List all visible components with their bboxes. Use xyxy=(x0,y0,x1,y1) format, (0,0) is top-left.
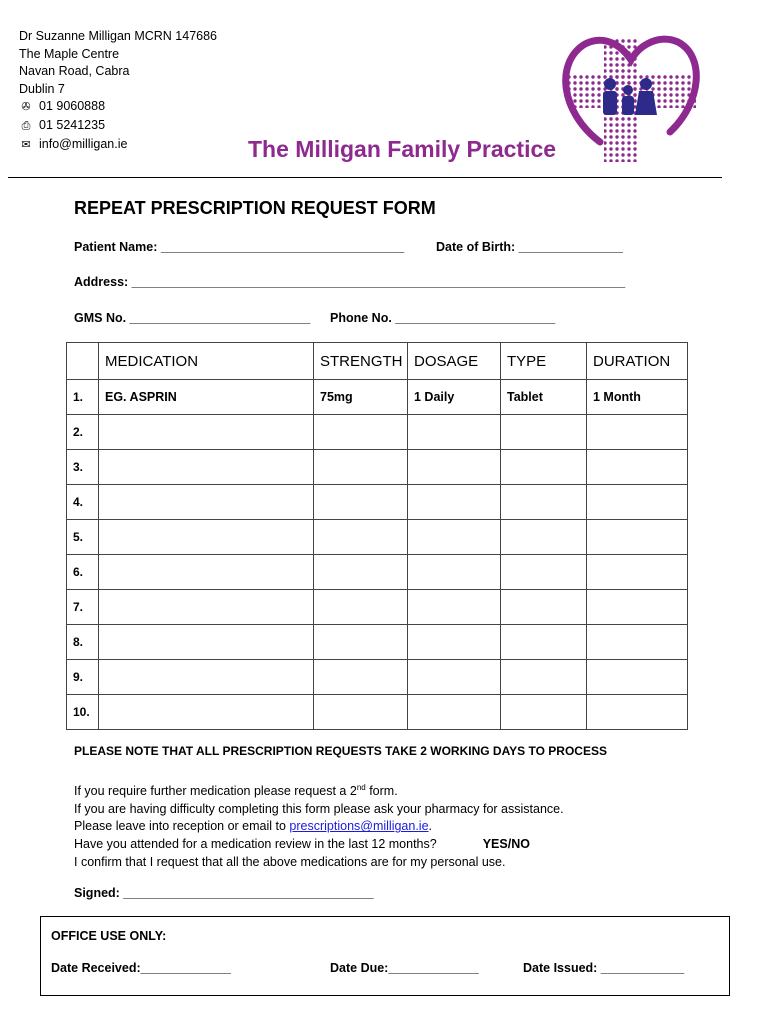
cell-strength[interactable] xyxy=(314,450,408,485)
column-header-duration: DURATION xyxy=(587,343,688,380)
gms-number-field[interactable]: GMS No. __________________________ xyxy=(74,311,311,325)
cell-dosage[interactable] xyxy=(408,450,501,485)
cell-dosage[interactable] xyxy=(408,555,501,590)
address-line-1: The Maple Centre xyxy=(19,46,120,61)
cell-duration[interactable] xyxy=(587,590,688,625)
table-row xyxy=(67,625,688,660)
cell-dosage[interactable] xyxy=(408,590,501,625)
cell-duration[interactable]: 1 Month xyxy=(587,380,688,415)
cell-medication[interactable] xyxy=(99,695,314,730)
cell-row-number: 2. xyxy=(67,415,99,450)
cell-strength[interactable] xyxy=(314,415,408,450)
cell-type[interactable] xyxy=(501,555,587,590)
cell-medication[interactable] xyxy=(99,625,314,660)
date-of-birth-field[interactable]: Date of Birth: _______________ xyxy=(436,240,623,254)
table-row xyxy=(67,555,688,590)
cell-row-number: 8. xyxy=(67,625,99,660)
fax-number: 01 5241235 xyxy=(39,117,106,132)
cell-strength[interactable] xyxy=(314,625,408,660)
cell-medication[interactable] xyxy=(99,485,314,520)
instruction-text: Please leave into reception or email to xyxy=(74,819,290,834)
medication-table xyxy=(66,342,688,730)
cell-duration[interactable] xyxy=(587,695,688,730)
patient-name-field[interactable]: Patient Name: ___________________________________ xyxy=(74,240,405,254)
cell-duration[interactable] xyxy=(587,660,688,695)
column-header-medication: MEDICATION xyxy=(99,343,314,380)
cell-dosage[interactable] xyxy=(408,485,501,520)
cell-strength[interactable] xyxy=(314,520,408,555)
cell-type[interactable] xyxy=(501,590,587,625)
instruction-text: . xyxy=(428,819,433,834)
header-divider xyxy=(8,177,722,178)
cell-row-number: 1. xyxy=(67,380,99,415)
cell-row-number: 9. xyxy=(67,660,99,695)
column-header-type: TYPE xyxy=(501,343,587,380)
instruction-line-4 xyxy=(74,836,564,854)
table-row xyxy=(67,520,688,555)
table-header-row xyxy=(67,343,688,380)
cell-duration[interactable] xyxy=(587,415,688,450)
address-line-3: Dublin 7 xyxy=(19,81,65,96)
table-row xyxy=(67,660,688,695)
phone-icon: ✇ xyxy=(21,101,31,114)
cell-strength[interactable] xyxy=(314,660,408,695)
instruction-text: If you require further medication please request a 2 xyxy=(74,784,357,799)
cell-strength[interactable] xyxy=(314,485,408,520)
cell-medication[interactable] xyxy=(99,660,314,695)
cell-duration[interactable] xyxy=(587,450,688,485)
instruction-line-3 xyxy=(74,818,564,836)
cell-duration[interactable] xyxy=(587,520,688,555)
column-header-strength: STRENGTH xyxy=(314,343,408,380)
instructions-block xyxy=(74,779,564,871)
cell-dosage[interactable] xyxy=(408,695,501,730)
table-row xyxy=(67,415,688,450)
instruction-line-5: I confirm that I request that all the above medications are for my personal use. xyxy=(74,854,506,869)
cell-row-number: 4. xyxy=(67,485,99,520)
phone-row xyxy=(19,98,217,117)
email-row xyxy=(19,136,217,155)
table-row xyxy=(67,695,688,730)
email-address: info@milligan.ie xyxy=(39,136,128,151)
cell-type[interactable] xyxy=(501,695,587,730)
address-field[interactable]: Address: _______________________________________________________________________ xyxy=(74,275,626,289)
cell-duration[interactable] xyxy=(587,625,688,660)
cell-type[interactable] xyxy=(501,520,587,555)
cell-row-number: 10. xyxy=(67,695,99,730)
cell-duration[interactable] xyxy=(587,485,688,520)
cell-dosage[interactable] xyxy=(408,625,501,660)
cell-strength[interactable] xyxy=(314,590,408,625)
table-row xyxy=(67,450,688,485)
cell-medication[interactable]: EG. ASPRIN xyxy=(99,380,314,415)
cell-type[interactable] xyxy=(501,485,587,520)
cell-row-number: 3. xyxy=(67,450,99,485)
column-header-dosage: DOSAGE xyxy=(408,343,501,380)
instruction-line-2: If you are having difficulty completing this form please ask your pharmacy for assistance. xyxy=(74,801,564,816)
form-title: REPEAT PRESCRIPTION REQUEST FORM xyxy=(74,198,436,218)
practice-name: The Milligan Family Practice xyxy=(248,136,557,162)
column-header-number xyxy=(67,343,99,380)
cell-type[interactable] xyxy=(501,450,587,485)
office-use-box xyxy=(40,916,730,996)
yes-no-answer[interactable]: YES/NO xyxy=(482,836,530,851)
cell-dosage[interactable] xyxy=(408,415,501,450)
review-question: Have you attended for a medication review in the last 12 months? xyxy=(74,836,437,851)
cell-row-number: 5. xyxy=(67,520,99,555)
address-line-2: Navan Road, Cabra xyxy=(19,64,130,79)
cell-duration[interactable] xyxy=(587,555,688,590)
cell-type[interactable] xyxy=(501,625,587,660)
cell-medication[interactable] xyxy=(99,520,314,555)
date-due-field[interactable]: Date Due:_____________ xyxy=(330,961,479,975)
cell-medication[interactable] xyxy=(99,590,314,625)
cell-row-number: 6. xyxy=(67,555,99,590)
doctor-name: Dr Suzanne Milligan MCRN 147686 xyxy=(19,29,218,43)
instruction-line-1 xyxy=(74,779,564,801)
table-row xyxy=(67,380,688,415)
fax-icon: ⎙ xyxy=(21,119,31,132)
cell-medication[interactable] xyxy=(99,415,314,450)
cell-dosage[interactable] xyxy=(408,520,501,555)
table-row xyxy=(67,590,688,625)
prescriptions-email-link[interactable]: prescriptions@milligan.ie xyxy=(289,819,429,834)
practice-logo xyxy=(560,32,702,162)
cell-type[interactable] xyxy=(501,660,587,695)
cell-strength[interactable] xyxy=(314,555,408,590)
cell-medication[interactable] xyxy=(99,450,314,485)
date-issued-field[interactable]: Date Issued: ____________ xyxy=(523,961,685,975)
phone-number-field[interactable]: Phone No. _______________________ xyxy=(330,311,556,325)
cell-dosage[interactable] xyxy=(408,660,501,695)
cell-type[interactable]: Tablet xyxy=(501,380,587,415)
cell-strength[interactable]: 75mg xyxy=(314,380,408,415)
table-row xyxy=(67,485,688,520)
practice-contact-block xyxy=(19,28,217,154)
office-use-heading: OFFICE USE ONLY: xyxy=(51,929,167,943)
cell-medication[interactable] xyxy=(99,555,314,590)
signature-field[interactable]: Signed: ____________________________________ xyxy=(74,886,374,900)
date-received-field[interactable]: Date Received:_____________ xyxy=(51,961,231,975)
envelope-icon: ✉ xyxy=(21,138,31,151)
cell-row-number: 7. xyxy=(67,590,99,625)
cell-dosage[interactable]: 1 Daily xyxy=(408,380,501,415)
phone-number: 01 9060888 xyxy=(39,99,106,114)
fax-row xyxy=(19,117,217,136)
ordinal-suffix: nd xyxy=(356,783,366,792)
cell-strength[interactable] xyxy=(314,695,408,730)
processing-note: PLEASE NOTE THAT ALL PRESCRIPTION REQUESTS TAKE 2 WORKING DAYS TO PROCESS xyxy=(74,744,607,758)
cell-type[interactable] xyxy=(501,415,587,450)
instruction-text: form. xyxy=(365,784,398,799)
